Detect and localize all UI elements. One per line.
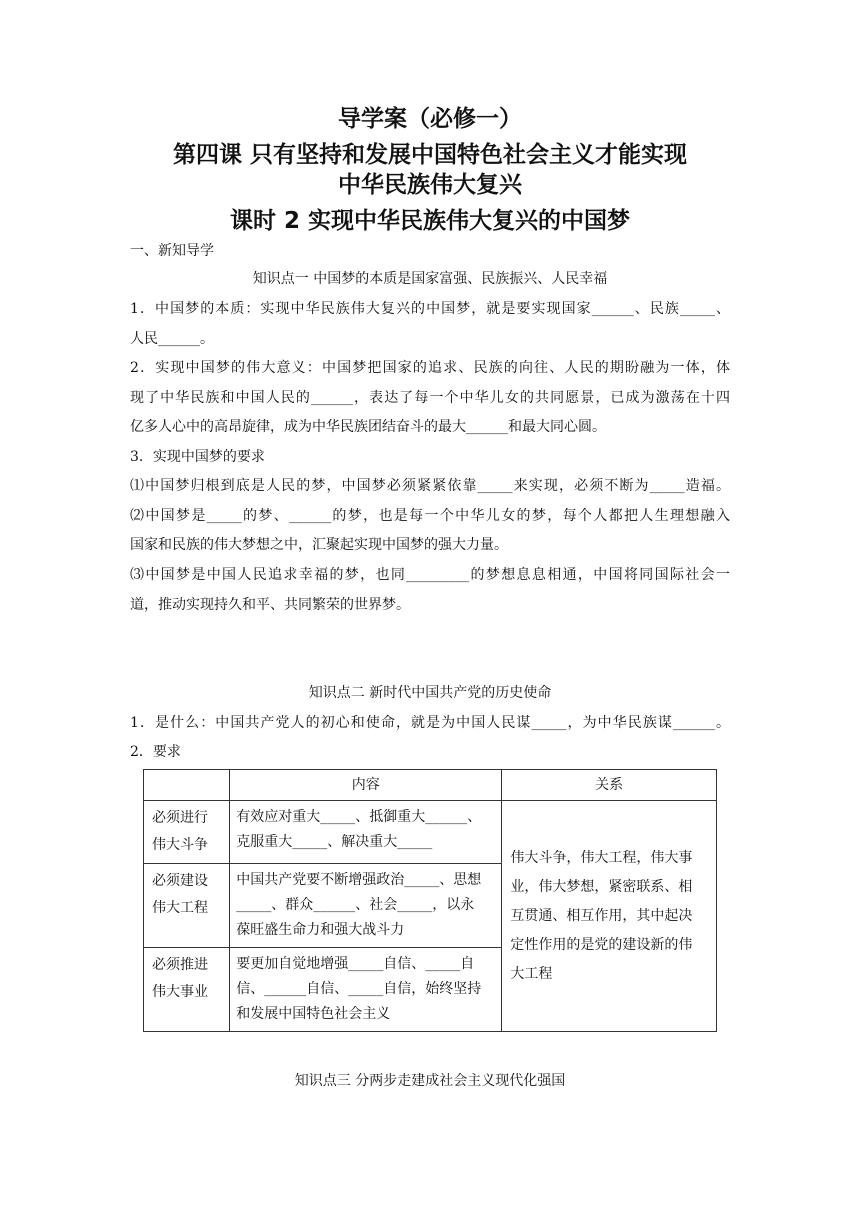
kp1-item3b-line1: ⑵中国梦是_____的梦、______的梦，也是每一个中华儿女的梦，每个人都把人生理想融入 [130,508,730,524]
kp1-item3c-line1: ⑶中国梦是中国人民追求幸福的梦，也同_________的梦想息息相通，中国将同国际社会一 [130,567,730,583]
kp2-item1: 1．是什么：中国共产党人的初心和使命，就是为中国人民谋_____，为中华民族谋______。 [130,715,730,731]
kp1-item2-line1: 2．实现中国梦的伟大意义：中国梦把国家的追求、民族的向往、人民的期盼融为一体，体 [130,360,730,376]
knowledge-point-2-heading: 知识点二 新时代中国共产党的历史使命 [308,685,552,701]
relation-line: 伟大斗争，伟大工程，伟大事 [510,849,693,866]
row-label-line: 必须推进 [152,957,208,973]
kp1-item3-heading: 3．实现中国梦的要求 [130,449,265,465]
row-label-line: 伟大斗争 [152,837,208,853]
requirements-table [143,769,717,1032]
doc-title-line1: 导学案（必修一） [338,106,522,132]
section-heading: 一、新知导学 [130,243,214,259]
table-header-blank [144,770,230,801]
row-content [230,801,502,864]
row-label [144,948,230,1032]
row-label-line: 必须进行 [152,810,208,826]
relation-line: 定性作用的是党的建设新的伟 [510,936,693,953]
row-content-line: 中国共产党要不断增强政治_____、思想 [236,872,482,888]
relation-line: 大工程 [510,965,553,982]
table-header-content: 内容 [230,770,502,801]
doc-title-line2: 第四课 只有坚持和发展中国特色社会主义才能实现 [172,142,687,168]
row-content-line: _____、群众______、社会_____，以永 [236,897,475,913]
row-content-line: 克服重大_____、解决重大_____ [236,834,433,850]
kp1-item3b-line2: 国家和民族的伟大梦想之中，汇聚起实现中国梦的强大力量。 [130,537,508,553]
relation-cell [502,801,717,1032]
row-content-line: 有效应对重大_____、抵御重大______、 [236,809,482,825]
table-header-relation: 关系 [502,770,717,801]
row-content [230,864,502,948]
knowledge-point-3-heading: 知识点三 分两步走建成社会主义现代化强国 [294,1073,566,1089]
relation-line: 业，伟大梦想，紧密联系、相 [510,878,693,895]
kp2-item2: 2．要求 [130,744,181,760]
row-label [144,801,230,864]
row-label-line: 伟大事业 [152,984,208,1000]
table-row [144,801,717,864]
kp1-item2-line2: 现了中华民族和中国人民的______，表达了每一个中华儿女的共同愿景，已成为激荡在十四 [130,390,730,406]
kp1-item1-line2: 人民______。 [130,331,214,347]
relation-line: 互贯通、相互作用，其中起决 [510,907,693,924]
row-label-line: 必须建设 [152,873,208,889]
doc-subtitle: 课时 2 实现中华民族伟大复兴的中国梦 [229,208,631,234]
row-content-line: 要更加自觉地增强_____自信、_____自 [236,956,475,972]
kp1-item2-line3: 亿多人心中的高昂旋律，成为中华民族团结奋斗的最大______和最大同心圆。 [130,419,606,435]
kp1-item1-line1: 1．中国梦的本质：实现中华民族伟大复兴的中国梦，就是要实现国家______、民族_____、 [130,301,730,317]
table-header-row [144,770,717,801]
row-label [144,864,230,948]
knowledge-point-1-heading: 知识点一 中国梦的本质是国家富强、民族振兴、人民幸福 [252,271,608,287]
row-content-line: 信、______自信、_____自信，始终坚持 [236,981,482,997]
row-label-line: 伟大工程 [152,900,208,916]
row-content [230,948,502,1032]
kp1-item3a: ⑴中国梦归根到底是人民的梦，中国梦必须紧紧依靠_____来实现，必须不断为_____造福。 [130,478,730,494]
row-content-line: 葆旺盛生命力和强大战斗力 [236,922,405,938]
doc-title-line3: 中华民族伟大复兴 [338,172,522,198]
row-content-line: 和发展中国特色社会主义 [236,1006,391,1022]
kp1-item3c-line2: 道，推动实现持久和平、共同繁荣的世界梦。 [130,597,410,613]
